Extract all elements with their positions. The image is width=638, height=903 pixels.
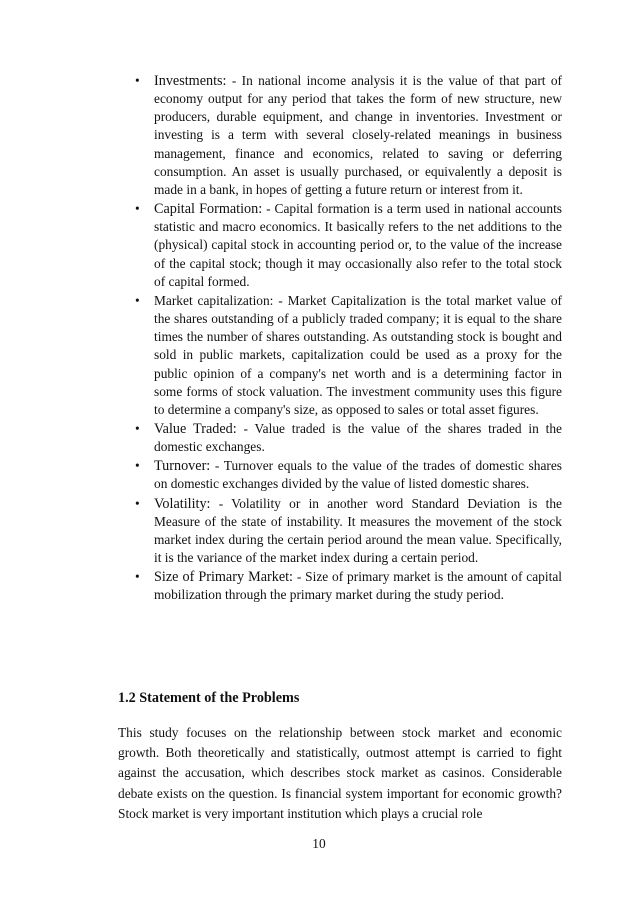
definition-text: - In national income analysis it is the value of that part of economy output for any period that takes the form of new structure, new producers, durable equipment, and change in inventories. Investment or investing is a term with several closely-related meanings in business management, finance and economics, related to saving or deferring consumption. An asset is usually purchased, or equivalently a deposit is made in a bank, in hopes of getting a future return or interest from it. — [154, 73, 562, 197]
definition-item — [118, 72, 562, 199]
definition-text: - Capital formation is a term used in national accounts statistic and macro economics. It basically refers to the net additions to the (physical) capital stock in accounting period or, to the value of the increase of the capital stock; though it may occasionally also refer to the total stock of capital formed. — [154, 201, 562, 289]
bullet-icon: • — [135, 569, 140, 585]
definition-term: Volatility: — [154, 495, 211, 512]
definition-text: - Volatility or in another word Standard Deviation is the Measure of the state of instability. It measures the movement of the stock market index during the certain period around the mean value. Specifically, it is the variance of the market index during a certain period. — [154, 495, 562, 566]
section-paragraph: This study focuses on the relationship between stock market and economic growth. Both theoretically and statistically, outmost attempt is carried to fight against the accusation, which describes stock market as casinos. Considerable debate exists on the question. Is financial system important for economic growth? Stock market is very important institution which plays a crucial role — [118, 725, 562, 821]
definition-text: - Value traded is the value of the shares traded in the domestic exchanges. — [154, 420, 562, 455]
bullet-icon: • — [135, 458, 140, 474]
definition-term: Investments: — [154, 73, 227, 89]
definition-text: - Size of primary market is the amount of capital mobilization through the primary market during the study period. — [154, 569, 562, 603]
bullet-icon: • — [135, 73, 140, 88]
definition-term: Capital Formation: — [154, 201, 263, 218]
definition-text: - Turnover equals to the value of the trades of domestic shares on domestic exchanges divided by the value of listed domestic shares. — [154, 458, 562, 492]
definition-term: Market capitalization: — [154, 292, 274, 308]
definition-term: Turnover: — [154, 458, 211, 475]
section-heading: 1.2 Statement of the Problems — [118, 690, 300, 706]
definition-item — [118, 420, 562, 456]
bullet-icon: • — [135, 420, 140, 436]
definitions-list — [118, 72, 562, 606]
bullet-icon: • — [135, 495, 140, 511]
bullet-icon: • — [135, 201, 140, 217]
definition-item — [118, 568, 562, 604]
definition-item — [118, 200, 562, 291]
page-number: 10 — [312, 836, 326, 851]
definition-item — [118, 292, 562, 419]
definition-term: Value Traded: — [154, 420, 237, 437]
definition-term: Size of Primary Market: — [154, 569, 293, 586]
definition-text: - Market Capitalization is the total market value of the shares outstanding of a publicly traded company; it is equal to the share times the number of shares outstanding. As outstanding stock is bought and sold in public markets, capitalization could be used as a proxy for the public opinion of a company's net worth and is a determining factor in some forms of stock valuation. The investment community uses this figure to determine a company's size, as opposed to sales or total asset figures. — [154, 292, 562, 417]
bullet-icon: • — [135, 292, 140, 308]
definition-item — [118, 495, 562, 568]
definition-item — [118, 457, 562, 493]
